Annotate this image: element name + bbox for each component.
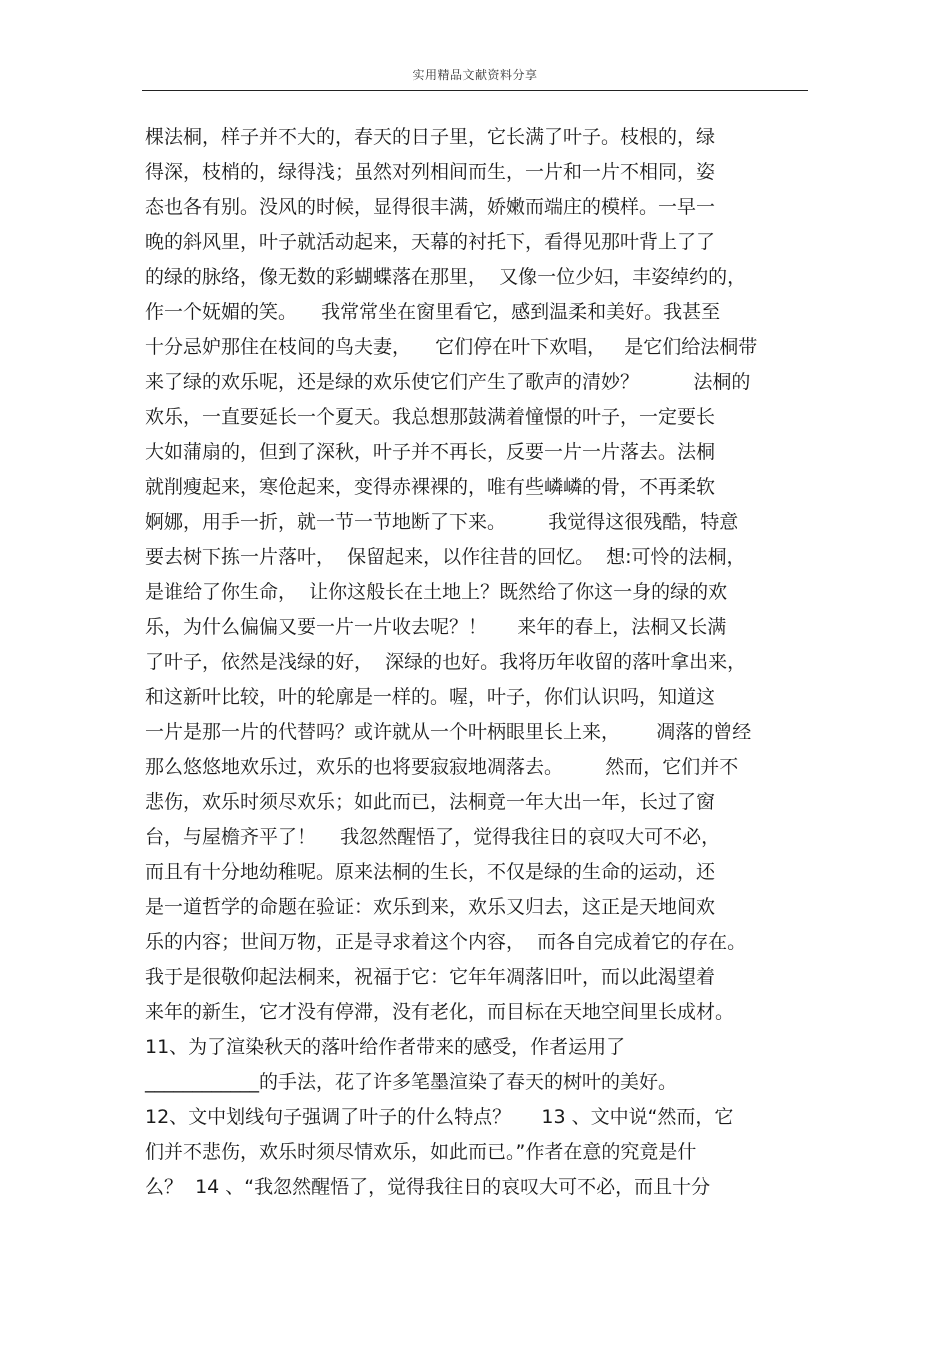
text-line: 态也各有别。没风的时候，显得很丰满，娇嫩而端庄的模样。一早一 <box>145 196 716 218</box>
text-line: 乐的内容；世间万物，正是寻求着这个内容， 而各自完成着它的存在。 <box>145 931 747 953</box>
question-line: 们并不悲伤，欢乐时须尽情欢乐，如此而已。”作者在意的究竟是什 <box>145 1141 697 1163</box>
text-line: 来了绿的欢乐呢，还是绿的欢乐使它们产生了歌声的清妙？ 法桐的 <box>145 371 751 393</box>
text-line: 而且有十分地幼稚呢。原来法桐的生长，不仅是绿的生命的运动，还 <box>145 861 716 883</box>
question-line: 12、文中划线句子强调了叶子的什么特点？ 13 、文中说“然而，它 <box>145 1106 734 1128</box>
text-line: 要去树下拣一片落叶， 保留起来，以作往昔的回忆。 想:可怜的法桐， <box>145 546 746 568</box>
document-body <box>145 120 810 1205</box>
text-line: 一片是那一片的代替吗？或许就从一个叶柄眼里长上来， 凋落的曾经 <box>145 721 752 743</box>
text-line: 的绿的脉络，像无数的彩蝴蝶落在那里， 又像一位少妇，丰姿绰约的， <box>145 266 747 288</box>
text-line: 作一个妩媚的笑。 我常常坐在窗里看它，感到温柔和美好。我甚至 <box>145 301 721 323</box>
page-header-title: 实用精品文献资料分享 <box>412 68 538 82</box>
text-line: 乐，为什么偏偏又要一片一片收去呢？！ 来年的春上，法桐又长满 <box>145 616 727 638</box>
text-line: 十分忌妒那住在枝间的鸟夫妻， 它们停在叶下欢唱， 是它们给法桐带 <box>145 336 758 358</box>
text-line: 棵法桐，样子并不大的，春天的日子里，它长满了叶子。枝根的，绿 <box>145 126 716 148</box>
header-divider <box>142 90 808 91</box>
text-line: 和这新叶比较，叶的轮廓是一样的。喔，叶子，你们认识吗，知道这 <box>145 686 716 708</box>
text-line: 是一道哲学的命题在验证：欢乐到来，欢乐又归去，这正是天地间欢 <box>145 896 716 918</box>
text-line: 婀娜，用手一折，就一节一节地断了下来。 我觉得这很残酷，特意 <box>145 511 739 533</box>
text-line: 来年的新生，它才没有停滞，没有老化，而目标在天地空间里长成材。 <box>145 1001 735 1023</box>
text-line: 悲伤，欢乐时须尽欢乐；如此而已，法桐竟一年大出一年，长过了窗 <box>145 791 716 813</box>
text-line: 得深，枝梢的，绿得浅；虽然对列相间而生，一片和一片不相同，姿 <box>145 161 716 183</box>
text-line: 台，与屋檐齐平了！ 我忽然醒悟了，觉得我往日的哀叹大可不必， <box>145 826 721 848</box>
text-line: 了叶子，依然是浅绿的好， 深绿的也好。我将历年收留的落叶拿出来， <box>145 651 747 673</box>
text-line: 欢乐，一直要延长一个夏天。我总想那鼓满着憧憬的叶子，一定要长 <box>145 406 716 428</box>
text-line: 晚的斜风里，叶子就活动起来，天幕的衬托下，看得见那叶背上了了 <box>145 231 716 253</box>
text-line: 大如蒲扇的，但到了深秋，叶子并不再长，反要一片一片落去。法桐 <box>145 441 716 463</box>
text-line: 我于是很敬仰起法桐来，祝福于它：它年年凋落旧叶，而以此渴望着 <box>145 966 716 988</box>
question-line: 11、为了渲染秋天的落叶给作者带来的感受，作者运用了 <box>145 1036 626 1058</box>
text-line: 那么悠悠地欢乐过，欢乐的也将要寂寂地凋落去。 然而，它们并不 <box>145 756 739 778</box>
text-line: 就削瘦起来，寒伧起来，变得赤裸裸的，唯有些嶙嶙的骨，不再柔软 <box>145 476 716 498</box>
question-line: ____________的手法，花了许多笔墨渲染了春天的树叶的美好。 <box>145 1071 678 1093</box>
text-line: 是谁给了你生命， 让你这般长在土地上？既然给了你这一身的绿的欢 <box>145 581 728 603</box>
question-line: 么？ 14 、“我忽然醒悟了，觉得我往日的哀叹大可不必，而且十分 <box>145 1176 711 1198</box>
